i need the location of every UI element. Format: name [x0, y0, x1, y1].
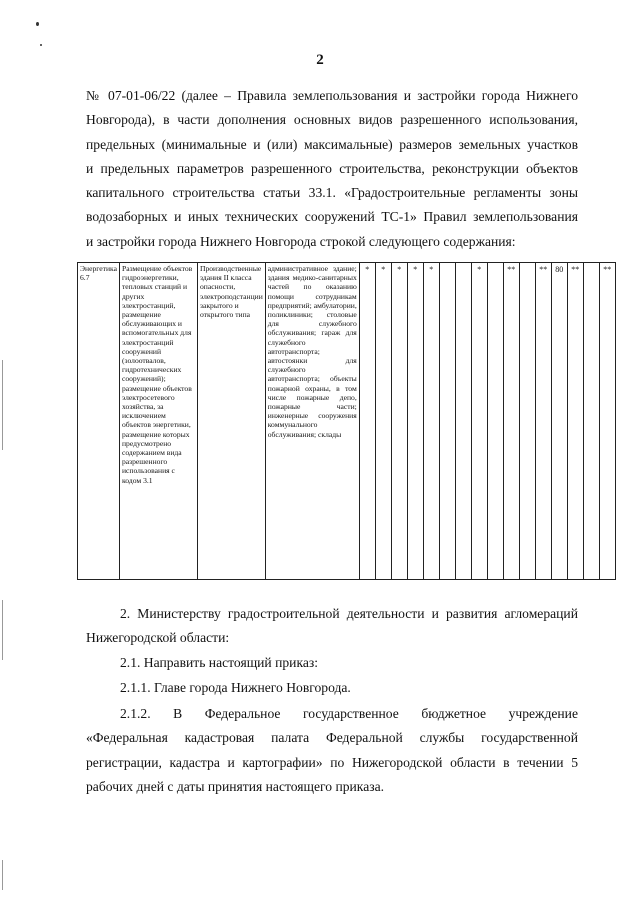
section-2-1-2-paragraph: [86, 702, 578, 799]
section-2-1-2-line: «Федеральная кадастровая палата Федеральной службы государственной: [86, 730, 578, 746]
param-cell: *: [375, 263, 391, 580]
scan-edge-line: [2, 600, 3, 660]
section-2-1-2-line: рабочих дней с даты принятия настоящего приказа.: [86, 778, 385, 794]
intro-paragraph: [86, 84, 578, 254]
param-cell-empty: [519, 263, 535, 580]
param-cell: **: [503, 263, 519, 580]
section-2-1-text: 2.1. Направить настоящий приказ:: [120, 655, 319, 670]
param-cell-empty: [439, 263, 455, 580]
param-cell: *: [359, 263, 375, 580]
auxiliary-uses-cell: административное здание; здания медико-санитарных частей по оказанию помощи сотрудникам предприятий; амбулатории, поликлиники; столовые для служебного обслуживания; гараж для служебного автотранспорта; автостоянки для служебного автотранспорта; объекты пожарной охраны, в том числе пожарные депо, пожарные части; инженерные сооружения коммунального обслуживания; склады: [265, 263, 359, 580]
production-buildings-cell: Производственные здания II класса опасности, электроподстанции закрытого и открытого типа: [197, 263, 265, 580]
param-cell: *: [423, 263, 439, 580]
section-2-1-2-line: регистрации, кадастра и картографии» по Нижегородской области в течении 5: [86, 754, 578, 770]
scan-edge-line: [2, 360, 3, 450]
param-cell: **: [535, 263, 551, 580]
param-cell: *: [391, 263, 407, 580]
param-cell: *: [471, 263, 487, 580]
intro-line: Новгорода), в части дополнения основных видов разрешенного использования,: [86, 112, 578, 128]
intro-line: и застройки города Нижнего Новгорода строкой следующего содержания:: [86, 233, 516, 249]
regulation-table: [77, 262, 616, 580]
intro-line: водозаборных и иных технических сооружений ТС-1» Правил землепользования: [86, 209, 578, 225]
section-2-1-2-line: 2.1.2. В Федеральное государственное бюджетное учреждение: [120, 706, 578, 721]
section-2-line: Нижегородской области:: [86, 630, 230, 646]
scan-edge-line: [2, 860, 3, 890]
section-2-paragraph: [86, 602, 578, 651]
section-2-1-1-text: 2.1.1. Главе города Нижнего Новгорода.: [120, 680, 351, 695]
param-cell: **: [599, 263, 615, 580]
scan-speck: [36, 22, 39, 26]
param-cell-empty: [583, 263, 599, 580]
use-description-cell: Размещение объектов гидроэнергетики, тепловых станций и других электростанций, размещение обслуживающих и вспомогательных для электростанций сооружений (золоотвалов, гидротехнических сооружений); размещение объектов электросетевого хозяйства, за исключением объектов энергетики, размещение которых предусмотрено содержанием вида разрешенного использования с кодом 3.1: [119, 263, 197, 580]
section-2-line: 2. Министерству градостроительной деятельности и развития агломераций: [120, 606, 578, 621]
page-number: 2: [316, 52, 324, 68]
param-cell-empty: [455, 263, 471, 580]
param-cell: 80: [551, 263, 567, 580]
param-cell: *: [407, 263, 423, 580]
intro-line: и предельных параметров разрешенного строительства, реконструкции объектов: [86, 160, 578, 176]
param-cell: **: [567, 263, 583, 580]
use-code-cell: Энергетика 6.7: [78, 263, 120, 580]
scan-speck: [40, 44, 42, 46]
param-cell-empty: [487, 263, 503, 580]
intro-line: капитального строительства статьи 33.1. «Градостроительные регламенты зоны: [86, 185, 578, 201]
intro-line: № 07-01-06/22 (далее – Правила землепользования и застройки города Нижнего: [86, 88, 578, 103]
intro-line: предельных (минимальные и (или) максимальные) размеров земельных участков: [86, 136, 578, 152]
table-row: [78, 263, 616, 580]
